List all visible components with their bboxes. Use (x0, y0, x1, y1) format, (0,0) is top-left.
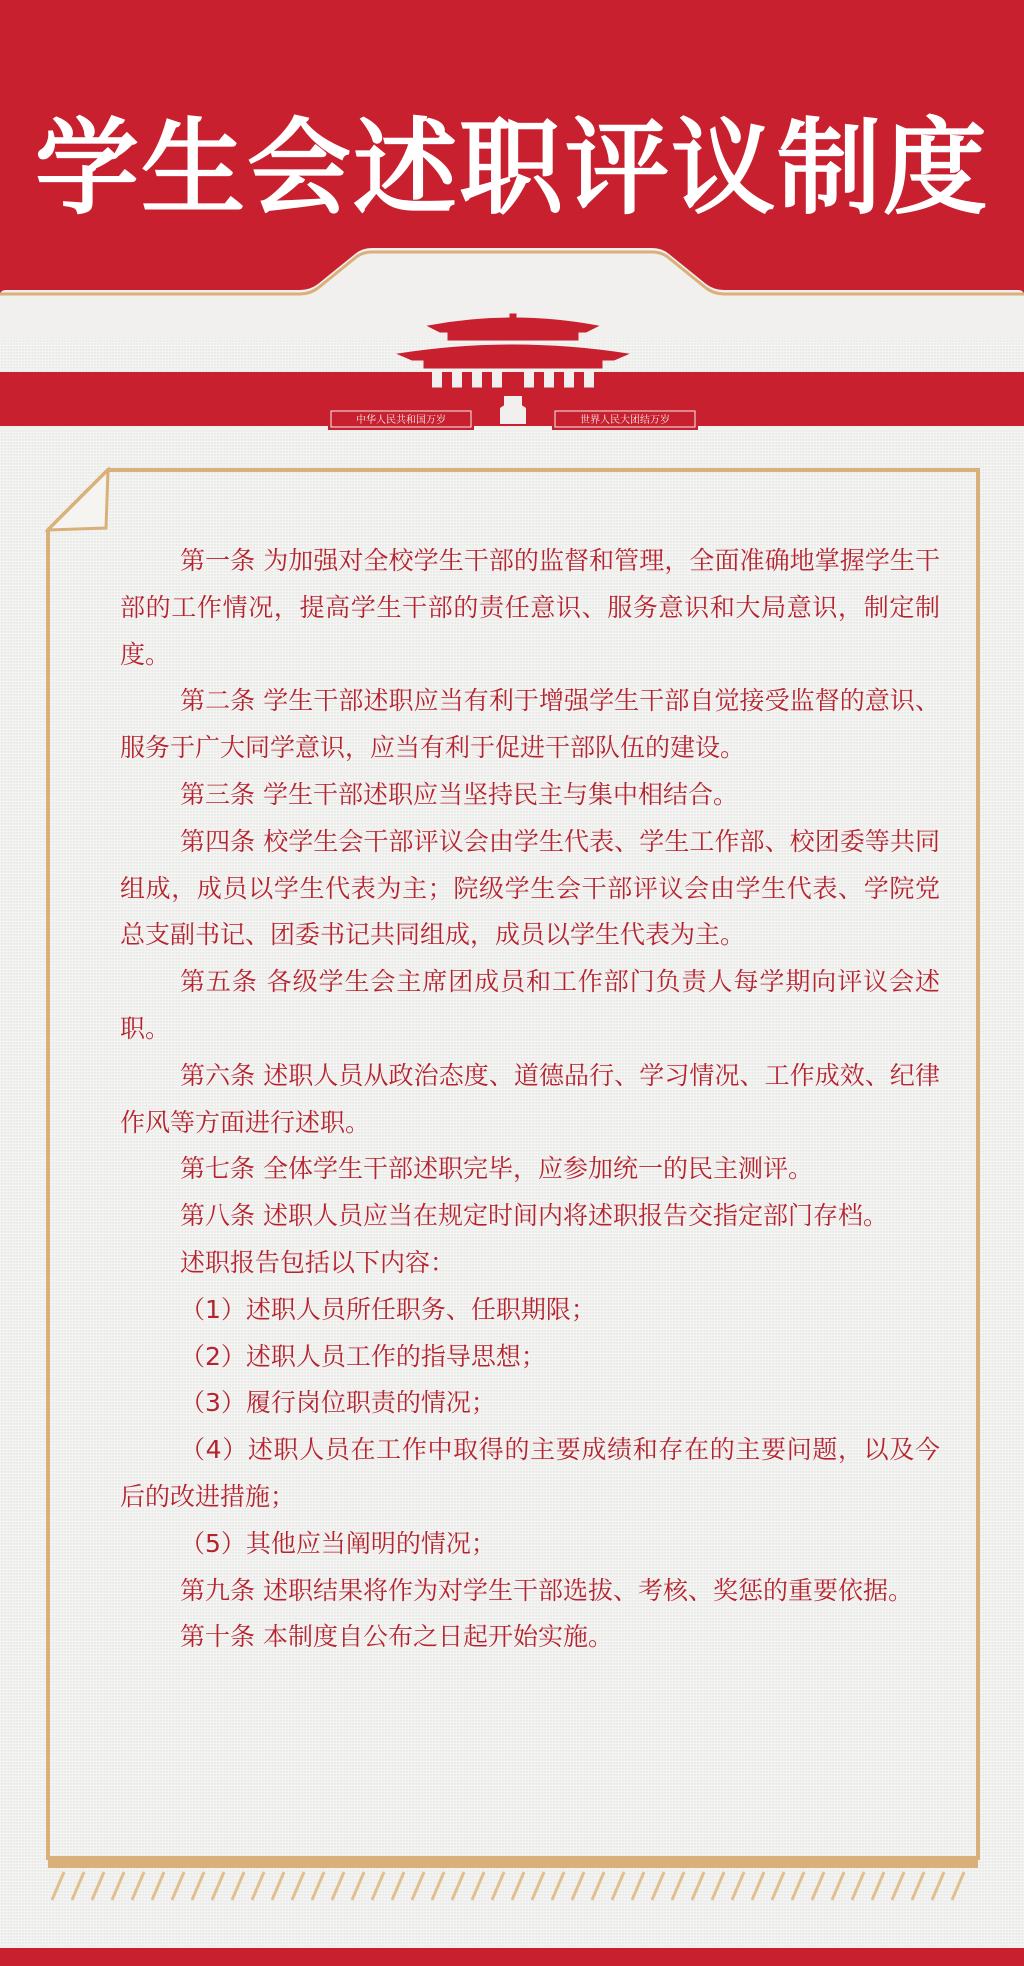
page-title: 学生会述职评议制度 (34, 107, 989, 229)
bottom-band (0, 1948, 1024, 1966)
report-item-2: （2）述职人员工作的指导思想； (180, 1341, 546, 1371)
article-1: 第一条 为加强对全校学生干部的监督和管理，全面准确地掌握学生干部的工作情况，提高学生干部的责任意识、服务意识和大局意识，制定制度。 (120, 546, 940, 669)
article-6: 第六条 述职人员从政治态度、道德品行、学习情况、工作成效、纪律作风等方面进行述职。 (120, 1060, 940, 1137)
article-2: 第二条 学生干部述职应当有利于增强学生干部自觉接受监督的意识、服务于广大同学意识，应当有利于促进干部队伍的建设。 (120, 686, 940, 763)
report-item-3: （3）履行岗位职责的情况； (180, 1388, 496, 1418)
report-intro: 述职报告包括以下内容： (180, 1247, 456, 1277)
document-body (120, 538, 940, 1661)
article-9: 第九条 述职结果将作为对学生干部选拔、考核、奖惩的重要依据。 (180, 1575, 913, 1605)
report-item-1: （1）述职人员所任职务、任职期限； (180, 1294, 596, 1324)
banner-right-text: 世界人民大团结万岁 (580, 415, 670, 426)
tiananmen-gate-icon (328, 296, 698, 436)
article-4: 第四条 校学生会干部评议会由学生代表、学生工作部、校团委等共同组成，成员以学生代表为主；院级学生会干部评议会由学生代表、学院党总支副书记、团委书记共同组成，成员以学生代表为主。 (120, 826, 940, 950)
article-5: 第五条 各级学生会主席团成员和工作部门负责人每学期向评议会述职。 (120, 967, 940, 1043)
article-10: 第十条 本制度自公布之日起开始实施。 (180, 1622, 613, 1652)
article-3: 第三条 学生干部述职应当坚持民主与集中相结合。 (180, 779, 738, 809)
report-item-5: （5）其他应当阐明的情况； (180, 1528, 496, 1558)
article-8: 第八条 述职人员应当在规定时间内将述职报告交指定部门存档。 (180, 1201, 888, 1231)
report-item-4: （4）述职人员在工作中取得的主要成绩和存在的主要问题，以及今后的改进措施； (120, 1435, 940, 1511)
banner-left-text: 中华人民共和国万岁 (356, 415, 446, 426)
article-7: 第七条 全体学生干部述职完毕，应参加统一的民主测评。 (180, 1154, 813, 1184)
